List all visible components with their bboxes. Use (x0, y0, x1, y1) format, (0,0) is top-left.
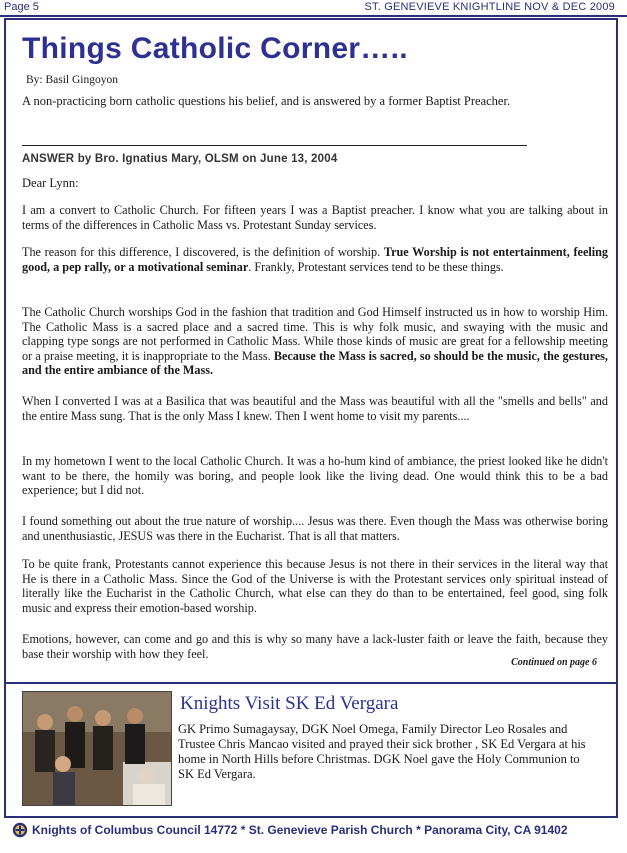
paragraph-3 (22, 305, 608, 378)
article-byline: By: Basil Gingoyon (26, 74, 119, 86)
paragraph-2-text-c: . Frankly, Protestant services tend to be these things. (248, 259, 504, 274)
photo-illustration (23, 692, 171, 805)
article-title: Things Catholic Corner….. (22, 32, 408, 65)
article-intro: A non-practicing born catholic questions his belief, and is answered by a former Baptist Preacher. (22, 94, 511, 108)
knights-visit-title: Knights Visit SK Ed Vergara (180, 693, 399, 714)
section-rule (22, 145, 527, 146)
paragraph-8: Emotions, however, can come and go and this is why so many have a lack-luster faith or leave the faith, because they base their worship with how they feel. (22, 632, 608, 661)
paragraph-6: I found something out about the true nature of worship.... Jesus was there. Even though the Mass was otherwise boring and unenthusiastic, JESUS was there in the Eucharist. That is all that matters. (22, 514, 608, 543)
continued-note: Continued on page 6 (511, 657, 597, 668)
paragraph-3-text-a: The Catholic Church worships God in the fashion that tradition and God Himself instructed us in how to worship Him. The Catholic Mass is a sacred place and a sacred time. This is why folk music, and swaying with the music and clapping type songs are not performed in Catholic Mass. While those kinds of music are great for a fellowship meeting or a praise meeting, it is inappropriate to the Mass. (22, 305, 608, 363)
paragraph-7: To be quite frank, Protestants cannot experience this because Jesus is not there in their services in the literal way that He is there in a Catholic Mass. Since the God of the Universe is with the Protestant services only spiritual instead of literally like the Eucharist in the Catholic Church, what else can they do than to be entertained, feel good, sing folk music and express their emotion-based worship. (22, 557, 608, 615)
paragraph-2 (22, 245, 608, 274)
paragraph-2-bold: True Worship is not entertainment, feeling good, a pep rally, or a motivational seminar (22, 245, 609, 274)
page-footer (0, 820, 627, 840)
paragraph-4: When I converted I was at a Basilica that was beautiful and the Mass was beautiful with all the "smells and bells" and the entire Mass sung. That is the only Mass I knew. Then I went home to visit my parents.... (22, 394, 608, 423)
footer-text: Knights of Columbus Council 14772 * St. Genevieve Parish Church * Panorama City, CA 91402 (32, 823, 568, 837)
paragraph-2-text-a: The reason for this difference, I discovered, is the definition of worship. (22, 245, 384, 259)
paragraph-1: I am a convert to Catholic Church. For fifteen years I was a Baptist preacher. I know what you are talking about in terms of the differences in Catholic Mass vs. Protestant Sunday services. (22, 203, 608, 232)
page-header (0, 0, 627, 16)
answer-heading: ANSWER by Bro. Ignatius Mary, OLSM on June 13, 2004 (22, 153, 338, 165)
page-number: Page 5 (4, 1, 39, 13)
newsletter-title: ST. GENEVIEVE KNIGHTLINE NOV & DEC 2009 (364, 1, 615, 13)
section-divider (6, 682, 616, 684)
paragraph-3-bold: Because the Mass is sacred, so should be the music, the gestures, and the entire ambiance of the Mass. (22, 348, 608, 377)
knights-visit-photo (22, 691, 172, 806)
header-divider (0, 15, 627, 17)
paragraph-5: In my hometown I went to the local Catholic Church. It was a ho-hum kind of ambiance, the priest looked like he didn't want to be there, the homily was boring, and people look like the living dead. One would think this to be a bad experience; but I did not. (22, 454, 608, 497)
salutation: Dear Lynn: (22, 176, 79, 190)
knights-visit-text: GK Primo Sumagaysay, DGK Noel Omega, Family Director Leo Rosales and Trustee Chris Mancao visited and prayed their sick brother , SK Ed Vergara at his home in North Hills before Christmas. DGK Noel gave the Holy Communion to SK Ed Vergara. (178, 722, 586, 781)
